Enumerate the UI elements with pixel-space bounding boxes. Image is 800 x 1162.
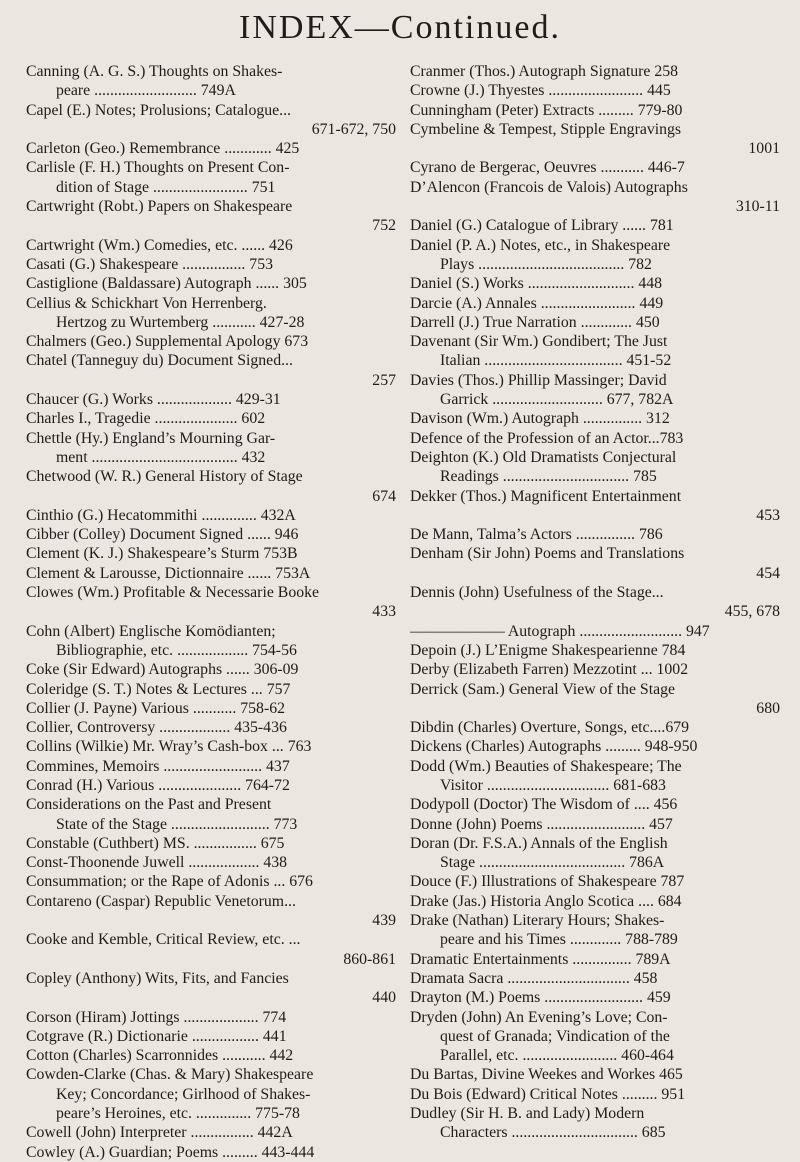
index-entry-line: Cartwright (Wm.) Comedies, etc. ...... 426 xyxy=(26,236,293,254)
index-entry-line: Dodypoll (Doctor) The Wisdom of .... 456 xyxy=(410,796,678,814)
index-entry-line: Cinthio (G.) Hecatommithi .............. 432A xyxy=(26,506,296,524)
index-entry-line: Clowes (Wm.) Profitable & Necessarie Booke xyxy=(26,584,320,602)
index-entry-line: Cunningham (Peter) Extracts ......... 779-80 xyxy=(410,101,683,119)
index-entry-line: Cranmer (Thos.) Autograph Signature 258 xyxy=(410,63,679,80)
index-entry-line: peare’s Heroines, etc. .............. 775-78 xyxy=(56,1105,300,1123)
index-entry-line: Cohn (Albert) Englische Komödianten; xyxy=(26,622,276,640)
index-entry-line: Daniel (S.) Works ........................... 448 xyxy=(410,275,663,293)
index-entry-line: Depoin (J.) L’Enigme Shakespearienne 784 xyxy=(410,641,686,659)
index-entry-line: Crowne (J.) Thyestes ........................ 445 xyxy=(410,82,671,100)
index-entry-line: Conrad (H.) Various ..................... 764-72 xyxy=(26,776,290,794)
index-entry-line: Parallel, etc. ........................ 460-464 xyxy=(440,1047,674,1065)
index-entry-line: Darrell (J.) True Narration ............. 450 xyxy=(410,313,660,331)
index-entry-line: Derby (Elizabeth Farren) Mezzotint ... 1002 xyxy=(410,661,689,679)
index-entry-line: Derrick (Sam.) General View of the Stage xyxy=(410,680,676,698)
index-entry-line: ment ..................................... 432 xyxy=(56,448,266,466)
index-entry-line: Denham (Sir John) Poems and Translations xyxy=(410,545,685,563)
index-entry-line: Chettle (Hy.) England’s Mourning Gar- xyxy=(26,429,276,447)
index-entry-line: Drake (Jas.) Historia Anglo Scotica .... 684 xyxy=(410,892,682,910)
index-entry-line: Clement & Larousse, Dictionnaire ...... 753A xyxy=(26,564,311,582)
index-entry-line: Carleton (Geo.) Remembrance ............ 425 xyxy=(26,140,300,158)
index-entry-line: Garrick ............................ 677, 782A xyxy=(440,391,674,409)
index-entry-line: 1001 xyxy=(748,140,780,158)
index-entry-line: Commines, Memoirs ......................... 437 xyxy=(26,757,290,775)
index-entry-line: dition of Stage ........................ 751 xyxy=(56,178,276,196)
index-entry-line: De Mann, Talma’s Actors ............... 786 xyxy=(410,526,663,544)
index-entry-line: Cibber (Colley) Document Signed ...... 946 xyxy=(26,526,299,544)
index-entry-line: 433 xyxy=(372,603,396,621)
index-entry-line: Du Bartas, Divine Weekes and Workes 465 xyxy=(410,1066,683,1084)
index-entry-line: Consummation; or the Rape of Adonis ... 676 xyxy=(26,873,313,891)
index-entry-line: Coleridge (S. T.) Notes & Lectures ... 757 xyxy=(26,680,291,698)
index-entry-line: D’Alencon (Francois de Valois) Autographs xyxy=(410,178,688,196)
index-entry-line: Dekker (Thos.) Magnificent Entertainment xyxy=(410,487,682,505)
index-entry-line: Deighton (K.) Old Dramatists Conjectural xyxy=(410,448,677,466)
index-entry-line: Cartwright (Robt.) Papers on Shakespeare xyxy=(26,198,293,216)
index-entry-line: Contareno (Caspar) Republic Venetorum... xyxy=(26,892,296,910)
index-entry-line: Cotgrave (R.) Dictionarie ................. 441 xyxy=(26,1027,287,1045)
index-entry-line: Cotton (Charles) Scarronnides ........... 442 xyxy=(26,1047,294,1065)
index-entry-line: Chatel (Tanneguy du) Document Signed... xyxy=(26,352,293,370)
index-entry-line: Cowley (A.) Guardian; Poems ......... 443-444 xyxy=(26,1143,315,1161)
index-entry-line: Collins (Wilkie) Mr. Wray’s Cash-box ... 763 xyxy=(26,738,312,756)
index-entry-line: Donne (John) Poems ......................... 457 xyxy=(410,815,673,833)
index-entry-line: State of the Stage ......................... 773 xyxy=(56,815,298,833)
index-entry-line: —————— Autograph .......................... 947 xyxy=(410,622,710,640)
index-entry-line: Dryden (John) An Evening’s Love; Con- xyxy=(410,1008,668,1026)
index-entry-line: Davison (Wm.) Autograph ............... 312 xyxy=(410,410,670,428)
index-entry-line: Cymbeline & Tempest, Stipple Engravings xyxy=(410,120,682,138)
index-entry-line: Stage ..................................... 786A xyxy=(440,854,665,872)
index-entry-line: Collier (J. Payne) Various ........... 758-62 xyxy=(26,699,286,717)
page-title: INDEX—Continued. xyxy=(239,9,561,46)
index-entry-line: Constable (Cuthbert) MS. ................ 675 xyxy=(26,834,285,852)
index-entry-line: Coke (Sir Edward) Autographs ...... 306-09 xyxy=(26,661,299,679)
index-entry-line: Considerations on the Past and Present xyxy=(26,796,272,814)
index-entry-line: Plays ..................................... 782 xyxy=(440,255,652,273)
index-entry-line: Dickens (Charles) Autographs ......... 948-950 xyxy=(410,738,698,756)
index-entry-line: Cyrano de Bergerac, Oeuvres ........... 446-7 xyxy=(410,159,685,177)
index-entry-line: Italian ................................... 451-52 xyxy=(440,352,672,370)
index-entry-line: Bibliographie, etc. .................. 754-56 xyxy=(56,641,297,659)
index-entry-line: 671-672, 750 xyxy=(311,120,396,138)
index-entry-line: Defence of the Profession of an Actor...783 xyxy=(410,429,684,447)
index-entry-line: Darcie (A.) Annales ........................ 449 xyxy=(410,294,664,312)
index-entry-line: Characters ................................ 685 xyxy=(440,1124,666,1142)
index-entry-line: Canning (A. G. S.) Thoughts on Shakes- xyxy=(26,63,283,80)
index-entry-line: Dramata Sacra ............................... 458 xyxy=(410,969,658,987)
index-entry-line: Davenant (Sir Wm.) Gondibert; The Just xyxy=(410,333,668,351)
index-entry-line: Drayton (M.) Poems ......................... 459 xyxy=(410,989,671,1007)
index-entry-line: Readings ................................ 785 xyxy=(440,468,657,486)
index-entry-line: peare .......................... 749A xyxy=(56,82,236,100)
index-entry-line: peare and his Times ............. 788-789 xyxy=(440,931,678,949)
index-entry-line: Hertzog zu Wurtemberg ........... 427-28 xyxy=(56,313,305,331)
index-entry-line: 310-11 xyxy=(735,198,780,216)
index-entry-line: Corson (Hiram) Jottings ................... 774 xyxy=(26,1008,287,1026)
index-entry-line: Clement (K. J.) Shakespeare’s Sturm 753B xyxy=(26,545,298,563)
index-entry-line: Const-Thoonende Juwell .................. 438 xyxy=(26,854,288,872)
index-entry-line: Castiglione (Baldassare) Autograph ...... 305 xyxy=(26,275,307,293)
index-entry-line: Drake (Nathan) Literary Hours; Shakes- xyxy=(410,912,665,930)
index-entry-line: Daniel (P. A.) Notes, etc., in Shakespeare xyxy=(410,236,671,254)
index-entry-line: 680 xyxy=(756,699,780,717)
index-entry-line: 440 xyxy=(372,989,396,1007)
index-entry-line: Cowden-Clarke (Chas. & Mary) Shakespeare xyxy=(26,1066,314,1084)
right-column xyxy=(410,62,780,1143)
index-entry-line: Daniel (G.) Catalogue of Library ...... 781 xyxy=(410,217,674,235)
index-entry-line: 455, 678 xyxy=(724,603,780,621)
left-column xyxy=(26,62,396,1162)
index-entry-line: Doran (Dr. F.S.A.) Annals of the English xyxy=(410,834,668,852)
index-entry-line: Cellius & Schickhart Von Herrenberg. xyxy=(26,294,267,312)
index-entry-line: Cowell (John) Interpreter ................ 442A xyxy=(26,1124,293,1142)
index-entry-line: 860-861 xyxy=(343,950,396,968)
index-entry-line: 453 xyxy=(756,506,780,524)
index-entry-line: Dramatic Entertainments ............... 789A xyxy=(410,950,671,968)
index-entry-line: Casati (G.) Shakespeare ................ 753 xyxy=(26,255,273,273)
index-entry-line: 439 xyxy=(372,912,396,930)
index-entry-line: Douce (F.) Illustrations of Shakespeare 787 xyxy=(410,873,685,891)
index-entry-line: Collier, Controversy .................. 435-436 xyxy=(26,719,287,737)
index-entry-line: 752 xyxy=(372,217,396,235)
index-entry-line: Chalmers (Geo.) Supplemental Apology 673 xyxy=(26,333,309,351)
index-entry-line: 257 xyxy=(372,371,396,389)
index-entry-line: 454 xyxy=(756,564,780,582)
index-entry-line: Copley (Anthony) Wits, Fits, and Fancies xyxy=(26,969,289,987)
index-entry-line: Key; Concordance; Girlhood of Shakes- xyxy=(56,1085,311,1103)
index-entry-line: Capel (E.) Notes; Prolusions; Catalogue... xyxy=(26,101,291,119)
index-entry-line: Cooke and Kemble, Critical Review, etc. ... xyxy=(26,931,301,949)
index-entry-line: Dennis (John) Usefulness of the Stage... xyxy=(410,584,664,602)
index-entry-line: Dibdin (Charles) Overture, Songs, etc....679 xyxy=(410,719,690,737)
index-entry-line: Dudley (Sir H. B. and Lady) Modern xyxy=(410,1105,645,1123)
index-entry-line: 674 xyxy=(372,487,396,505)
index-entry-line: quest of Granada; Vindication of the xyxy=(440,1027,670,1045)
index-entry-line: Charles I., Tragedie ..................... 602 xyxy=(26,410,266,428)
index-entry-line: Chetwood (W. R.) General History of Stage xyxy=(26,468,303,486)
index-entry-line: Davies (Thos.) Phillip Massinger; David xyxy=(410,371,667,389)
index-entry-line: Visitor ............................... 681-683 xyxy=(440,776,666,794)
index-entry-line: Chaucer (G.) Works ................... 429-31 xyxy=(26,391,281,409)
index-entry-line: Du Bois (Edward) Critical Notes ......... 951 xyxy=(410,1085,686,1103)
index-entry-line: Dodd (Wm.) Beauties of Shakespeare; The xyxy=(410,757,682,775)
index-entry-line: Carlisle (F. H.) Thoughts on Present Con- xyxy=(26,159,290,177)
